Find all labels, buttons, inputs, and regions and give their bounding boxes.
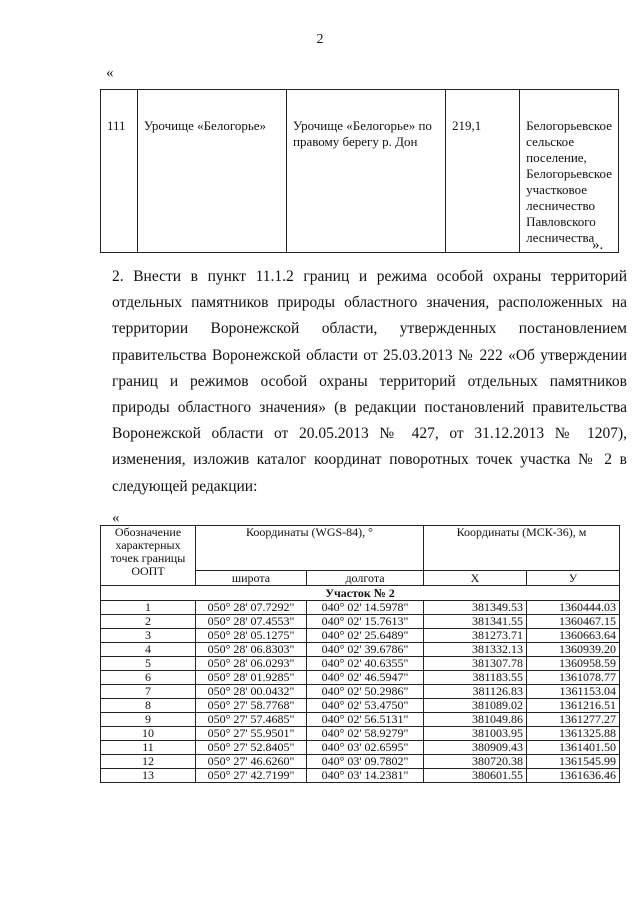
area-size-cell: 219,1 bbox=[445, 90, 519, 253]
table-row bbox=[101, 90, 619, 253]
longitude-cell: 040° 02' 25.6489" bbox=[307, 629, 424, 643]
table-row bbox=[101, 601, 620, 615]
longitude-cell: 040° 02' 58.9279" bbox=[307, 727, 424, 741]
longitude-cell: 040° 02' 39.6786" bbox=[307, 643, 424, 657]
table-row bbox=[101, 769, 620, 783]
table-row bbox=[101, 755, 620, 769]
point-number-cell: 10 bbox=[101, 727, 196, 741]
x-coordinate-cell: 381307.78 bbox=[424, 657, 527, 671]
x-coordinate-cell: 381049.86 bbox=[424, 713, 527, 727]
page-number: 2 bbox=[316, 32, 324, 47]
table-header-row bbox=[101, 526, 620, 571]
table-row bbox=[101, 713, 620, 727]
longitude-cell: 040° 02' 50.2986" bbox=[307, 685, 424, 699]
area-description-cell: Урочище «Белогорье» по правому берегу р. Дон bbox=[287, 90, 446, 253]
x-coordinate-cell: 380601.55 bbox=[424, 769, 527, 783]
latitude-cell: 050° 27' 55.9501" bbox=[196, 727, 307, 741]
table-row bbox=[101, 685, 620, 699]
header-y: У bbox=[527, 571, 620, 586]
table-row bbox=[101, 615, 620, 629]
latitude-cell: 050° 27' 58.7768" bbox=[196, 699, 307, 713]
point-number-cell: 6 bbox=[101, 671, 196, 685]
latitude-cell: 050° 28' 01.9285" bbox=[196, 671, 307, 685]
point-number-cell: 5 bbox=[101, 657, 196, 671]
x-coordinate-cell: 381341.55 bbox=[424, 615, 527, 629]
latitude-cell: 050° 27' 46.6260" bbox=[196, 755, 307, 769]
latitude-cell: 050° 28' 06.8303" bbox=[196, 643, 307, 657]
longitude-cell: 040° 03' 02.6595" bbox=[307, 741, 424, 755]
y-coordinate-cell: 1361078.77 bbox=[527, 671, 620, 685]
point-number-cell: 3 bbox=[101, 629, 196, 643]
opening-quote-mark: « bbox=[106, 65, 114, 81]
latitude-cell: 050° 28' 00.0432" bbox=[196, 685, 307, 699]
table-row bbox=[101, 699, 620, 713]
table-row bbox=[101, 741, 620, 755]
header-x: Х bbox=[424, 571, 527, 586]
longitude-cell: 040° 02' 40.6355" bbox=[307, 657, 424, 671]
closing-quote-mark: ». bbox=[592, 237, 604, 253]
area-name-cell: Урочище «Белогорье» bbox=[137, 90, 286, 253]
longitude-cell: 040° 03' 14.2381" bbox=[307, 769, 424, 783]
x-coordinate-cell: 381349.53 bbox=[424, 601, 527, 615]
amendment-paragraph: 2. Внести в пункт 11.1.2 границ и режима особой охраны территорий отдельных памятников природы областного значения, расположенных на территории Воронежской области, утвержденных постановлением правительства Воронежской области от 25.03.2013 № 222 «Об утверждении границ и режимов особой охраны территорий отдельных памятников природы областного значения» (в редакции постановлений правительства Воронежской области от 20.05.2013 № 427, от 31.12.2013 № 1207), изменения, изложив каталог координат поворотных точек участка № 2 в следующей редакции: bbox=[112, 268, 627, 495]
x-coordinate-cell: 381089.02 bbox=[424, 699, 527, 713]
y-coordinate-cell: 1361153.04 bbox=[527, 685, 620, 699]
y-coordinate-cell: 1360663.64 bbox=[527, 629, 620, 643]
y-coordinate-cell: 1360939.20 bbox=[527, 643, 620, 657]
y-coordinate-cell: 1360958.59 bbox=[527, 657, 620, 671]
y-coordinate-cell: 1361401.50 bbox=[527, 741, 620, 755]
point-number-cell: 2 bbox=[101, 615, 196, 629]
protected-area-table bbox=[100, 89, 619, 253]
y-coordinate-cell: 1360444.03 bbox=[527, 601, 620, 615]
point-number-cell: 8 bbox=[101, 699, 196, 713]
y-coordinate-cell: 1360467.15 bbox=[527, 615, 620, 629]
x-coordinate-cell: 381003.95 bbox=[424, 727, 527, 741]
point-number-cell: 12 bbox=[101, 755, 196, 769]
longitude-cell: 040° 02' 53.4750" bbox=[307, 699, 424, 713]
latitude-cell: 050° 28' 07.7292" bbox=[196, 601, 307, 615]
x-coordinate-cell: 381332.13 bbox=[424, 643, 527, 657]
latitude-cell: 050° 27' 42.7199" bbox=[196, 769, 307, 783]
table-row bbox=[101, 671, 620, 685]
table-row bbox=[101, 657, 620, 671]
table-row bbox=[101, 629, 620, 643]
area-number-cell: 111 bbox=[101, 90, 138, 253]
y-coordinate-cell: 1361636.46 bbox=[527, 769, 620, 783]
coordinates-table bbox=[100, 525, 620, 783]
y-coordinate-cell: 1361277.27 bbox=[527, 713, 620, 727]
opening-quote-mark: « bbox=[112, 510, 120, 526]
longitude-cell: 040° 03' 09.7802" bbox=[307, 755, 424, 769]
point-number-cell: 7 bbox=[101, 685, 196, 699]
header-msk36: Координаты (МСК-36), м bbox=[424, 526, 620, 571]
longitude-cell: 040° 02' 46.5947" bbox=[307, 671, 424, 685]
section-row bbox=[101, 586, 620, 601]
header-latitude: широта bbox=[196, 571, 307, 586]
area-location-cell: Белогорьевское сельское поселение, Белогорьевское участковое лесничество Павловского лесничества bbox=[520, 90, 619, 253]
header-wgs84: Координаты (WGS-84), ° bbox=[196, 526, 424, 571]
latitude-cell: 050° 28' 06.0293" bbox=[196, 657, 307, 671]
x-coordinate-cell: 381126.83 bbox=[424, 685, 527, 699]
table-row bbox=[101, 643, 620, 657]
x-coordinate-cell: 381273.71 bbox=[424, 629, 527, 643]
point-number-cell: 9 bbox=[101, 713, 196, 727]
point-number-cell: 4 bbox=[101, 643, 196, 657]
latitude-cell: 050° 27' 57.4685" bbox=[196, 713, 307, 727]
x-coordinate-cell: 381183.55 bbox=[424, 671, 527, 685]
y-coordinate-cell: 1361325.88 bbox=[527, 727, 620, 741]
longitude-cell: 040° 02' 56.5131" bbox=[307, 713, 424, 727]
section-title: Участок № 2 bbox=[101, 586, 620, 601]
latitude-cell: 050° 27' 52.8405" bbox=[196, 741, 307, 755]
longitude-cell: 040° 02' 15.7613" bbox=[307, 615, 424, 629]
y-coordinate-cell: 1361216.51 bbox=[527, 699, 620, 713]
point-number-cell: 13 bbox=[101, 769, 196, 783]
latitude-cell: 050° 28' 07.4553" bbox=[196, 615, 307, 629]
point-number-cell: 11 bbox=[101, 741, 196, 755]
table-row bbox=[101, 727, 620, 741]
header-point-designation: Обозначение характерных точек границы ООПТ bbox=[101, 526, 196, 586]
header-longitude: долгота bbox=[307, 571, 424, 586]
x-coordinate-cell: 380720.38 bbox=[424, 755, 527, 769]
y-coordinate-cell: 1361545.99 bbox=[527, 755, 620, 769]
x-coordinate-cell: 380909.43 bbox=[424, 741, 527, 755]
longitude-cell: 040° 02' 14.5978" bbox=[307, 601, 424, 615]
latitude-cell: 050° 28' 05.1275" bbox=[196, 629, 307, 643]
point-number-cell: 1 bbox=[101, 601, 196, 615]
